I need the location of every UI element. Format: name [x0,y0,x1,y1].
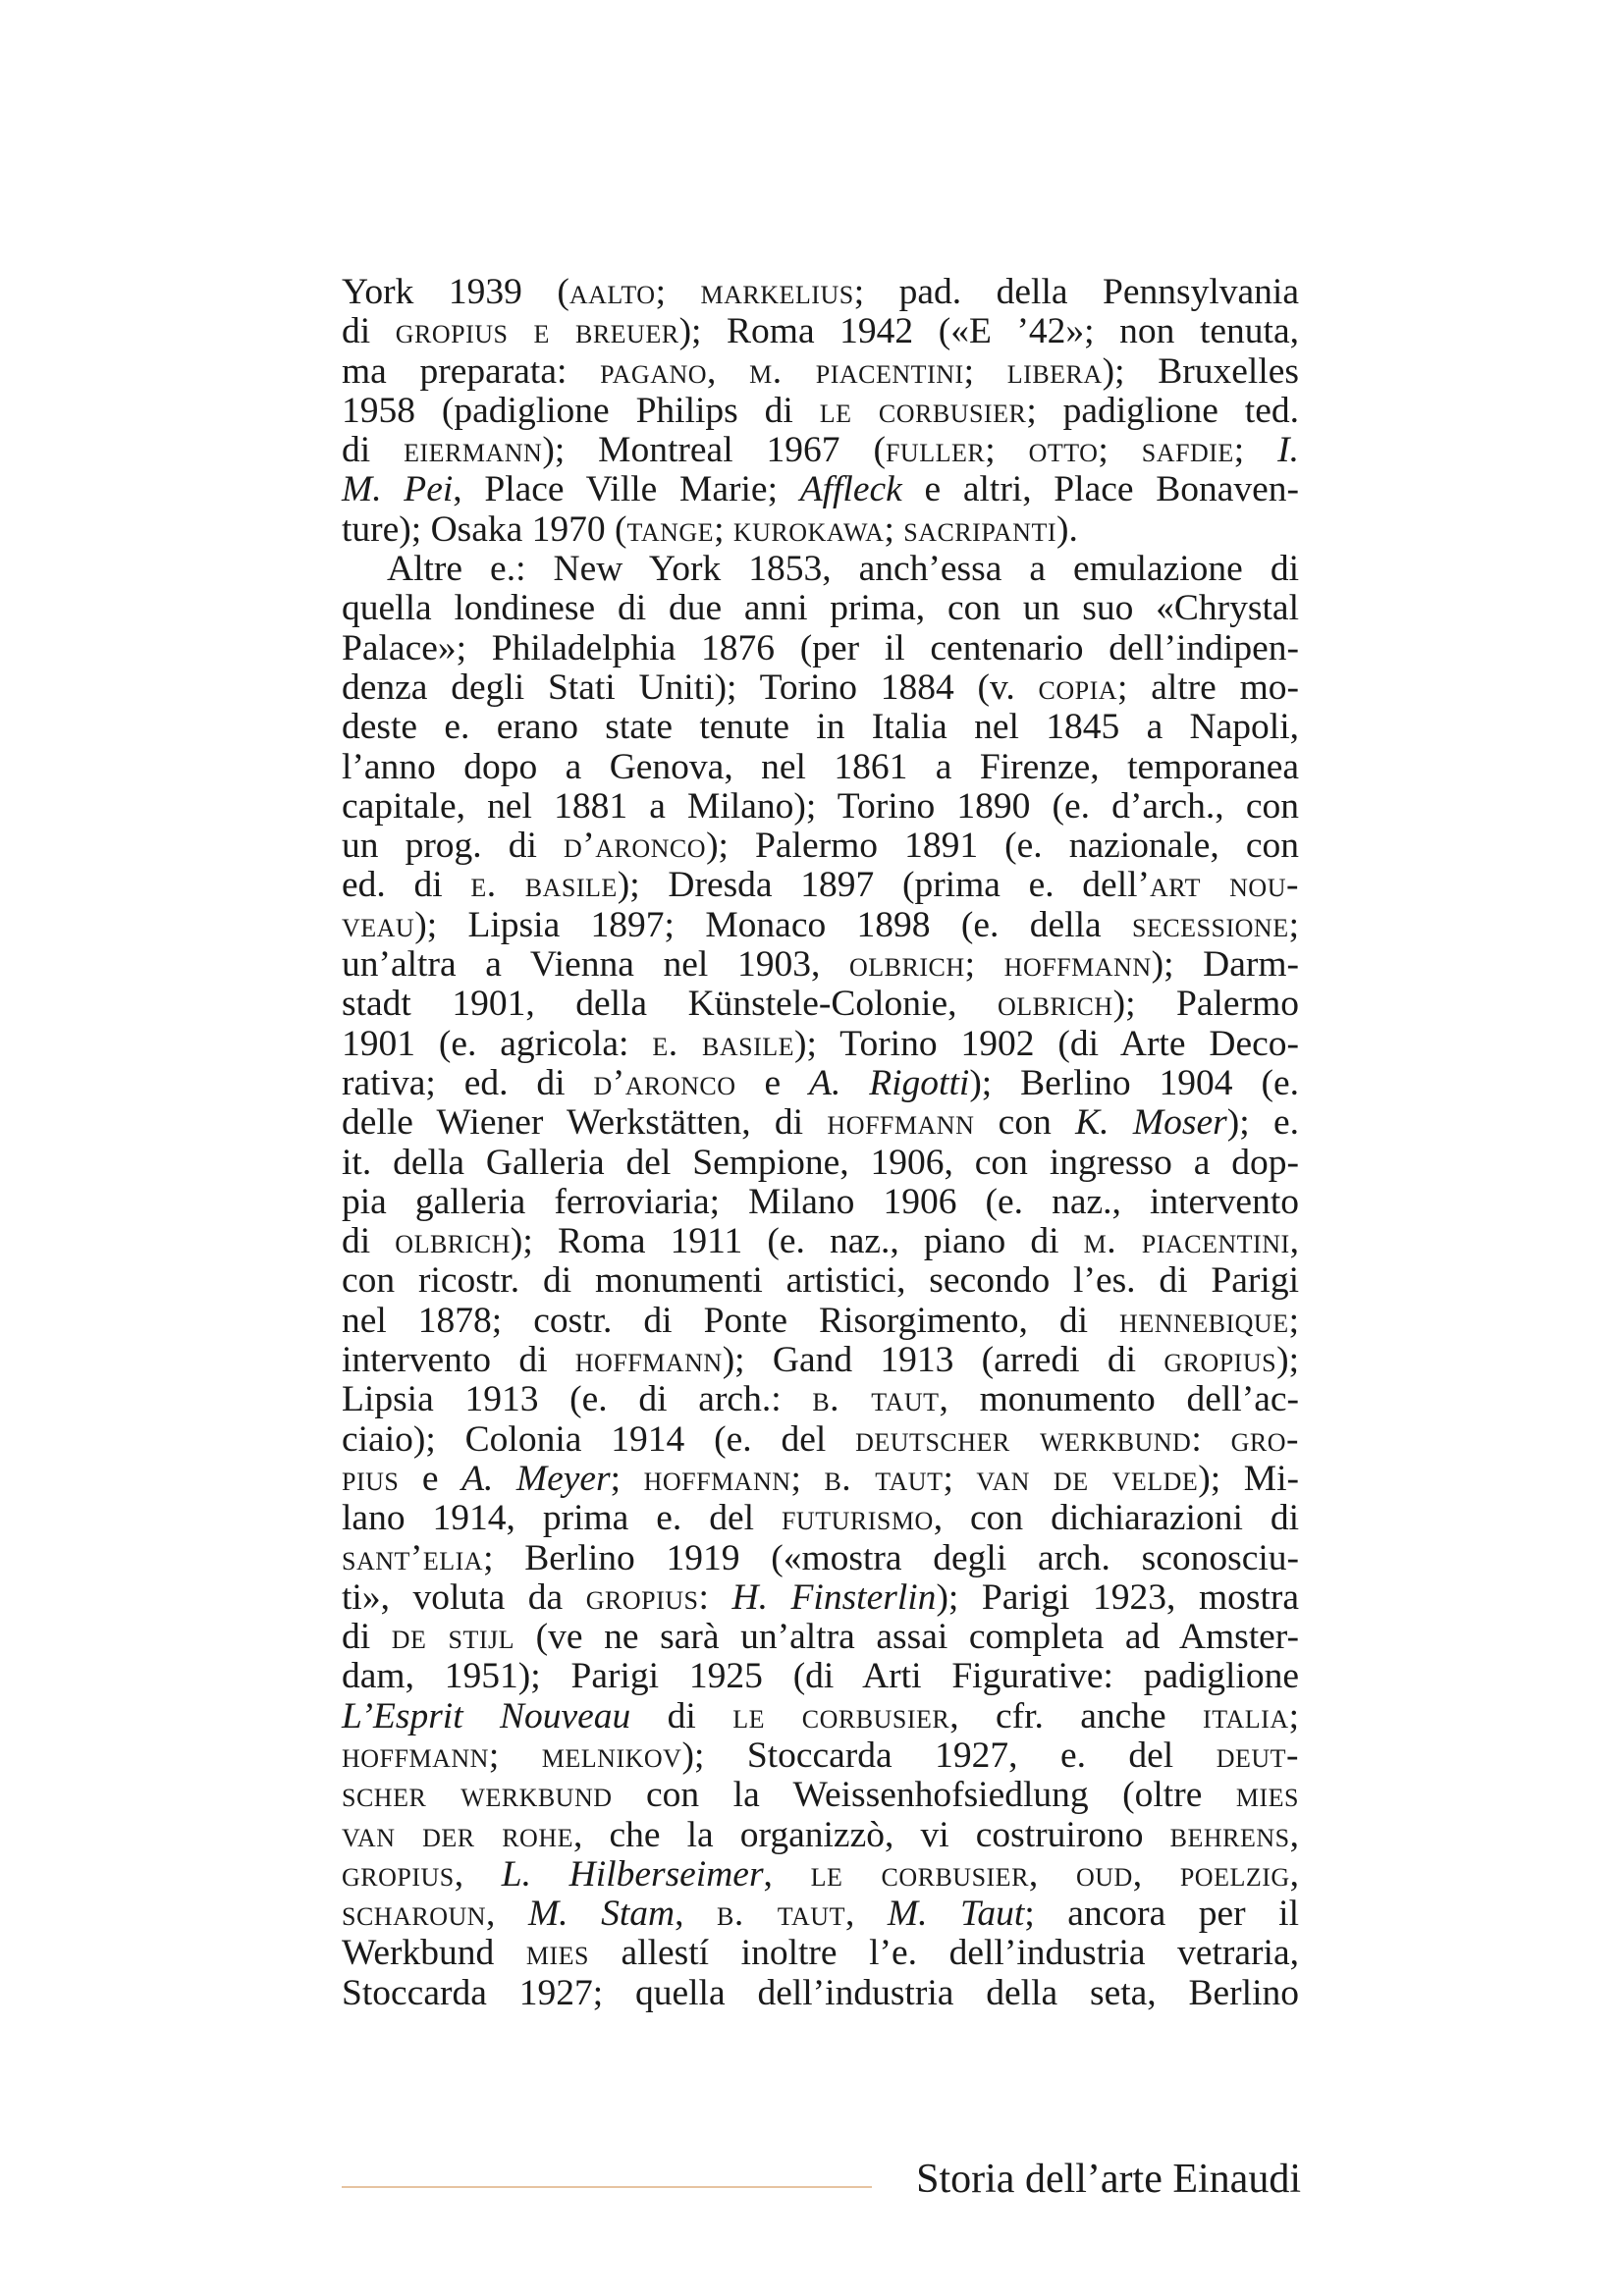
text-run: ; [1098,430,1142,471]
small-caps-name: scharoun [342,1894,487,1935]
text-run: ciaio); Colonia 1914 (e. del [342,1418,856,1460]
text-line [342,945,1299,985]
text-run: , Place Ville Marie; [453,469,800,510]
text-run: ; padiglione ted. [1026,390,1299,431]
italic-name: M. Taut [887,1894,1025,1935]
small-caps-name: hoffmann [1003,944,1152,986]
text-run: ; Berlino 1919 («mostra degli arch. sconosciu- [483,1537,1299,1578]
small-caps-name: olbrich [997,984,1113,1025]
text-run: , cfr. anche [949,1695,1204,1736]
text-run: lano 1914, prima e. del [342,1498,782,1539]
italic-name: A. Meyer [461,1458,611,1499]
small-caps-name: gropius [1163,1340,1277,1381]
text-run: di [342,1617,392,1658]
small-caps-name: secessione [1132,904,1289,945]
text-run: ture); Osaka 1970 ( [342,508,627,550]
small-caps-name: deut- [1216,1735,1299,1776]
text-line [342,629,1299,668]
small-caps-name: d’aronco [593,1062,736,1103]
text-run: ); Lipsia 1897; Monaco 1898 (e. della [414,904,1132,945]
text-run: , [844,1894,888,1935]
italic-name: M. Stam [527,1894,676,1935]
small-caps-name: safdie [1141,430,1234,471]
small-caps-name: van de velde [976,1458,1199,1499]
text-line [342,1420,1299,1460]
text-run: , [1289,1853,1300,1895]
italic-name: Affleck [799,469,902,510]
text-run: pia galleria ferroviaria; Milano 1906 (e. naz., intervento [342,1181,1299,1222]
text-run: ); Dresda 1897 (prima e. dell’ [617,865,1151,906]
text-run: un’altra a Vienna nel 1903, [342,944,849,986]
text-run: , [1289,1221,1299,1262]
text-line [342,668,1299,708]
text-run: it. della Galleria del Sempione, 1906, con ingresso a dop- [342,1142,1299,1183]
text-run: Palace»; Philadelphia 1876 (per il centenario dell’indipen- [342,627,1299,668]
small-caps-name: art nou- [1150,865,1299,906]
text-run: , con dichiarazioni di [933,1498,1299,1539]
text-run: York 1939 ( [342,272,569,312]
text-run: Werkbund [342,1933,526,1974]
text-line [342,352,1299,392]
text-line [342,1657,1299,1696]
small-caps-name: le corbusier [810,1853,1029,1895]
text-line [342,589,1299,628]
text-line [342,906,1299,945]
text-run: , monumento dell’ac- [939,1379,1299,1420]
text-run: ); Berlino 1904 (e. [969,1062,1299,1103]
text-run: Altre e.: New York 1853, anch’essa a emulazione di [387,549,1299,590]
text-run: , [763,1853,811,1895]
small-caps-name: sant’elia [342,1537,484,1578]
small-caps-name: futurismo [781,1498,934,1539]
text-run: 1958 (padiglione Philips di [342,390,820,431]
text-run: ); Palermo 1891 (e. nazionale, con [706,826,1299,867]
text-run: ); e. [1226,1102,1299,1144]
small-caps-name: fuller [885,430,986,471]
text-run: Lipsia 1913 (e. di arch.: [342,1379,813,1420]
text-run: , [1028,1853,1076,1895]
small-caps-name: hoffmann [643,1458,791,1499]
text-run: ); Darm- [1151,944,1300,986]
text-run: ; [1233,430,1278,471]
text-run: ); Roma 1942 («E ’42»; non tenuta, [678,311,1299,352]
small-caps-name: eiermann [404,430,543,471]
small-caps-name: libera [1006,350,1103,392]
italic-name: M. Pei [342,469,454,510]
text-run: ti», voluta da [342,1576,586,1618]
text-run: , [707,350,750,392]
text-line [342,985,1299,1024]
text-run: quella londinese di due anni prima, con un suo «Chrystal [342,588,1299,629]
small-caps-name: olbrich [395,1221,511,1262]
text-run: ; altre mo- [1117,667,1299,708]
text-line [342,1261,1299,1301]
footer-rule [342,2186,872,2188]
small-caps-name: behrens [1169,1814,1290,1855]
text-run: ; [714,508,733,550]
text-run: dam, 1951); Parigi 1925 (di Arti Figurative: padiglione [342,1656,1299,1697]
text-line [342,1855,1299,1895]
text-run: delle Wiener Werkstätten, di [342,1102,828,1144]
text-line [342,1539,1299,1578]
text-run: ; [1288,1300,1299,1341]
small-caps-name: van der rohe [342,1814,573,1855]
text-run: ); Bruxelles [1102,350,1299,392]
small-caps-name: aalto [568,272,656,312]
text-run: ); [1276,1340,1299,1381]
text-run: , [454,1853,502,1895]
italic-name: H. Finsterlin [731,1576,937,1618]
text-run: ); Parigi 1923, mostra [936,1576,1300,1618]
small-caps-name: sacripanti [903,508,1056,550]
text-line [342,312,1299,351]
text-line [342,392,1299,431]
text-line [342,827,1299,866]
small-caps-name: olbrich [848,944,965,986]
text-run: un prog. di [342,826,564,867]
footer-publisher-text: Storia dell’arte Einaudi [916,2157,1301,2202]
small-caps-name: veau [342,904,415,945]
text-run: , che la organizzò, vi costruirono [572,1814,1170,1855]
text-run: ; [964,944,1004,986]
small-caps-name: pius [342,1458,400,1499]
italic-name: I. [1277,430,1300,471]
text-run: ; [963,350,1007,392]
text-run: ); Palermo [1112,984,1299,1025]
text-line [342,1025,1299,1064]
text-run: e [735,1062,810,1103]
text-line [342,550,1299,589]
small-caps-name: m. piacentini [749,350,964,392]
small-caps-name: poelzig [1179,1853,1290,1895]
text-line [342,1064,1299,1103]
text-run: ). [1055,508,1078,550]
small-caps-name: markelius [700,272,854,312]
small-caps-name: d’aronco [564,826,707,867]
text-line [342,1183,1299,1222]
small-caps-name: gropius [342,1853,455,1895]
small-caps-name: de stijl [391,1617,515,1658]
small-caps-name: hoffmann [827,1102,975,1144]
text-line [342,1895,1299,1934]
small-caps-name: b. taut [716,1894,845,1935]
text-line [342,708,1299,747]
text-run: di [342,1221,396,1262]
text-run: ; [610,1458,644,1499]
text-line [342,431,1299,470]
italic-name: L’Esprit Nouveau [342,1695,631,1736]
text-line [342,787,1299,827]
text-line [342,1697,1299,1736]
small-caps-name: b. taut [824,1458,944,1499]
text-line [342,1380,1299,1419]
small-caps-name: scher werkbund [342,1775,613,1816]
text-run: ed. di [342,865,471,906]
text-run: ; [943,1458,977,1499]
text-run: rativa; ed. di [342,1062,594,1103]
text-run: di [342,311,396,352]
small-caps-name: melnikov [541,1735,682,1776]
text-run: intervento di [342,1340,575,1381]
text-run: , [675,1894,717,1935]
text-run: ma preparata: [342,350,601,392]
text-run: : [1191,1418,1231,1460]
text-line [342,1776,1299,1815]
text-run: con [974,1102,1076,1144]
small-caps-name: hoffmann [342,1735,489,1776]
text-run: 1901 (e. agricola: [342,1023,653,1064]
text-line [342,1618,1299,1657]
text-line [342,1222,1299,1261]
text-line [342,1460,1299,1499]
text-run: ; ancora per il [1024,1894,1300,1935]
text-run: capitale, nel 1881 a Milano); Torino 1890 (e. d’arch., con [342,785,1299,827]
text-run: ); Roma 1911 (e. naz., piano di [510,1221,1084,1262]
text-run: ; [655,272,701,312]
text-run: di [342,430,405,471]
small-caps-name: e. basile [470,865,618,906]
text-run: ); Mi- [1198,1458,1299,1499]
text-line [342,470,1299,509]
text-run: , [486,1894,528,1935]
small-caps-name: deutscher werkbund [855,1418,1192,1460]
text-run: stadt 1901, della Künstele-Colonie, [342,984,998,1025]
text-run: ; [488,1735,542,1776]
text-run: ); Gand 1913 (arredi di [722,1340,1164,1381]
small-caps-name: le corbusier [732,1695,950,1736]
small-caps-name: otto [1028,430,1099,471]
small-caps-name: kurokawa [732,508,885,550]
small-caps-name: mies [525,1933,589,1974]
text-line [342,1302,1299,1341]
small-caps-name: gro- [1230,1418,1299,1460]
text-run: ; [790,1458,825,1499]
text-run: (ve ne sarà un’altra assai completa ad Amster- [514,1617,1299,1658]
small-caps-name: gropius [585,1576,699,1618]
text-line [342,1578,1299,1618]
text-run: Stoccarda 1927; quella dell’industria della seta, Berlino [342,1972,1299,2013]
small-caps-name: gropius e breuer [395,311,679,352]
text-run: e altri, Place Bonaven- [901,469,1299,510]
text-run: ; [985,430,1029,471]
italic-name: K. Moser [1075,1102,1227,1144]
text-run: denza degli Stati Uniti); Torino 1884 (v. [342,667,1039,708]
small-caps-name: mies [1235,1775,1299,1816]
text-run: ); Montreal 1967 ( [542,430,886,471]
text-run: di [630,1695,733,1736]
text-run: nel 1878; costr. di Ponte Risorgimento, di [342,1300,1120,1341]
small-caps-name: b. taut [812,1379,940,1420]
body-text [342,273,1299,2013]
text-run: ; pad. della Pennsylvania [853,272,1299,312]
text-line [342,748,1299,787]
small-caps-name: copia [1038,667,1118,708]
small-caps-name: hennebique [1119,1300,1289,1341]
text-line [342,1736,1299,1776]
small-caps-name: m. piacentini [1083,1221,1290,1262]
text-line [342,1816,1299,1855]
text-line [342,866,1299,905]
small-caps-name: le corbusier [819,390,1027,431]
text-line [342,1934,1299,1973]
text-line [342,273,1299,312]
small-caps-name: e. basile [652,1023,795,1064]
text-run: e [399,1458,462,1499]
text-run: ; [884,508,904,550]
text-run: con la Weissenhofsiedlung (oltre [612,1775,1236,1816]
text-run: allestí inoltre l’e. dell’industria vetraria, [588,1933,1299,1974]
text-line [342,1974,1299,2013]
text-run: , [1289,1814,1299,1855]
text-run: ; [1288,1695,1300,1736]
text-run: : [698,1576,732,1618]
small-caps-name: pagano [600,350,708,392]
text-line [342,1144,1299,1183]
small-caps-name: hoffmann [574,1340,723,1381]
small-caps-name: italia [1203,1695,1289,1736]
text-line [342,1341,1299,1380]
text-run: , [1132,1853,1180,1895]
text-run: con ricostr. di monumenti artistici, secondo l’es. di Parigi [342,1260,1299,1302]
text-line [342,1499,1299,1538]
italic-name: A. Rigotti [809,1062,970,1103]
text-run: ); Stoccarda 1927, e. del [681,1735,1217,1776]
text-line [342,510,1299,550]
italic-name: L. Hilberseimer [501,1853,764,1895]
small-caps-name: oud [1075,1853,1133,1895]
text-run: l’anno dopo a Genova, nel 1861 a Firenze, temporanea [342,746,1299,787]
text-run: deste e. erano state tenute in Italia nel 1845 a Napoli, [342,707,1299,748]
small-caps-name: tange [626,508,715,550]
text-run: ); Torino 1902 (di Arte Deco- [794,1023,1299,1064]
text-line [342,1103,1299,1143]
text-run: ; [1288,904,1299,945]
